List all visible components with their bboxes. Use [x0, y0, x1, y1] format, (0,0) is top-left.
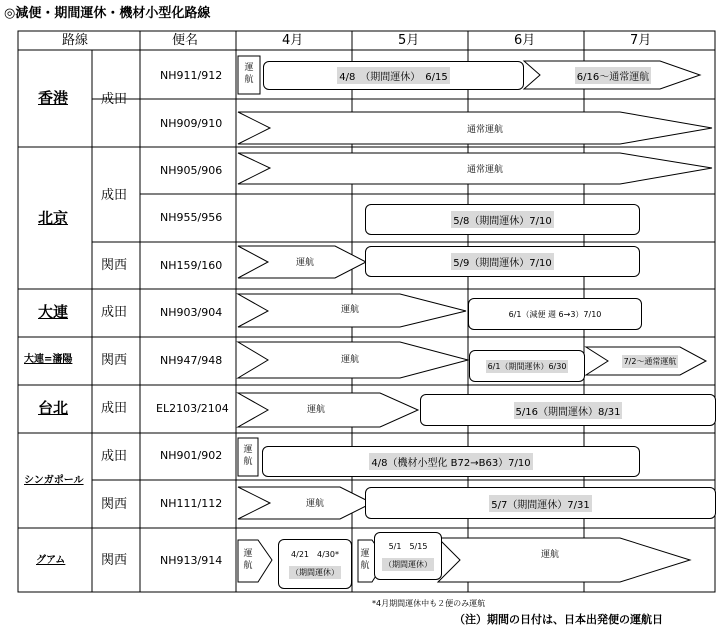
flight-hk2: NH909/910 — [160, 117, 223, 130]
flight-sg2: NH111/112 — [160, 497, 223, 510]
ds-resume-label: 7/2～通常運航 — [623, 356, 677, 366]
ds-label: 6/1（期間運休）6/30 — [487, 361, 567, 371]
region-singapore: シンガポール — [24, 475, 84, 486]
ds-unko-label: 運航 — [340, 354, 359, 365]
remark: （注）期間の日付は、日本出発便の運航日 — [454, 613, 663, 626]
bj2-label: 5/8（期間運休）7/10 — [451, 211, 554, 228]
airport-bj-narita: 成田 — [101, 188, 128, 203]
flight-hk1: NH911/912 — [160, 69, 223, 82]
hk1-unko-label: 運 航 — [244, 63, 254, 85]
region-dalian: 大連 — [38, 303, 69, 321]
sg1-box — [262, 446, 640, 477]
tp-unko-label: 運航 — [306, 404, 325, 415]
region-guam: グアム — [36, 555, 66, 566]
airport-bj-kansai: 関西 — [101, 258, 128, 273]
header-flight: 便名 — [172, 33, 199, 48]
sg2-box — [365, 487, 716, 519]
sg1-unko-label: 運 航 — [243, 445, 253, 467]
flight-sg1: NH901/902 — [160, 449, 223, 462]
header-month-7: 7月 — [630, 33, 652, 48]
gu-suspend-box-a — [278, 539, 352, 589]
flight-ds: NH947/948 — [160, 354, 223, 367]
region-dalian-shenyang: 大連=瀋陽 — [24, 354, 73, 365]
tp-box — [420, 394, 716, 426]
dl-box — [468, 298, 642, 330]
gu-a-line1: 4/21 4/30* — [291, 550, 339, 559]
airport-gu-kansai: 関西 — [101, 553, 128, 568]
airport-ds-kansai: 関西 — [101, 353, 128, 368]
gu-suspend-box-b — [374, 532, 442, 580]
bj3-label: 5/9（期間運休）7/10 — [451, 253, 554, 270]
flight-dl: NH903/904 — [160, 306, 223, 319]
flight-tp: EL2103/2104 — [156, 402, 229, 415]
bj3-unko-label: 運航 — [295, 257, 314, 268]
flight-bj3: NH159/160 — [160, 259, 223, 272]
flight-gu: NH913/914 — [160, 554, 223, 567]
gu-b-line1: 5/1 5/15 — [388, 542, 428, 551]
airport-tp-narita: 成田 — [101, 401, 128, 416]
sg2-unko-label: 運航 — [305, 498, 324, 509]
region-hongkong: 香港 — [38, 89, 69, 107]
gu-a-line2: （期間運休） — [291, 568, 339, 577]
hk1-suspend-label: 4/8 （期間運休） 6/15 — [337, 67, 450, 84]
region-beijing: 北京 — [38, 209, 69, 227]
flight-bj1: NH905/906 — [160, 164, 223, 177]
region-taipei: 台北 — [38, 399, 69, 417]
bj2-box — [365, 204, 640, 235]
bj1-label: 通常運航 — [466, 165, 503, 175]
airport-hk-narita: 成田 — [101, 92, 128, 107]
ds-box — [469, 350, 585, 382]
footnote: *4月期間運休中も２便のみ運航 — [372, 599, 486, 608]
sg1-label: 4/8（機材小型化 B72→B63）7/10 — [369, 453, 532, 470]
airport-sg-kansai: 関西 — [101, 497, 128, 512]
hk1-resume-label: 6/16～通常運航 — [548, 61, 678, 89]
tp-label: 5/16（期間運休）8/31 — [514, 402, 623, 419]
hk2-label: 通常運航 — [466, 124, 503, 135]
header-month-4: 4月 — [282, 33, 304, 48]
airport-dl-narita: 成田 — [101, 305, 128, 320]
gu-unko2-label: 運 航 — [360, 549, 370, 571]
page-title: ◎減便・期間運休・機材小型化路線 — [4, 6, 211, 21]
dl-unko-label: 運航 — [340, 304, 359, 315]
header-month-5: 5月 — [398, 33, 420, 48]
dl-label: 6/1（減便 週 6→3）7/10 — [508, 309, 602, 319]
header-month-6: 6月 — [514, 33, 536, 48]
gu-b-line2: （期間運休） — [384, 560, 432, 569]
hk1-suspend-box — [263, 61, 524, 90]
gu-unko3-label: 運航 — [540, 549, 559, 560]
header-route: 路線 — [62, 33, 89, 48]
flight-bj2: NH955/956 — [160, 211, 223, 224]
gu-unko1-label: 運 航 — [243, 549, 253, 571]
airport-sg-narita: 成田 — [101, 449, 128, 464]
sg2-label: 5/7（期間運休）7/31 — [489, 495, 592, 512]
bj3-box — [365, 246, 640, 277]
